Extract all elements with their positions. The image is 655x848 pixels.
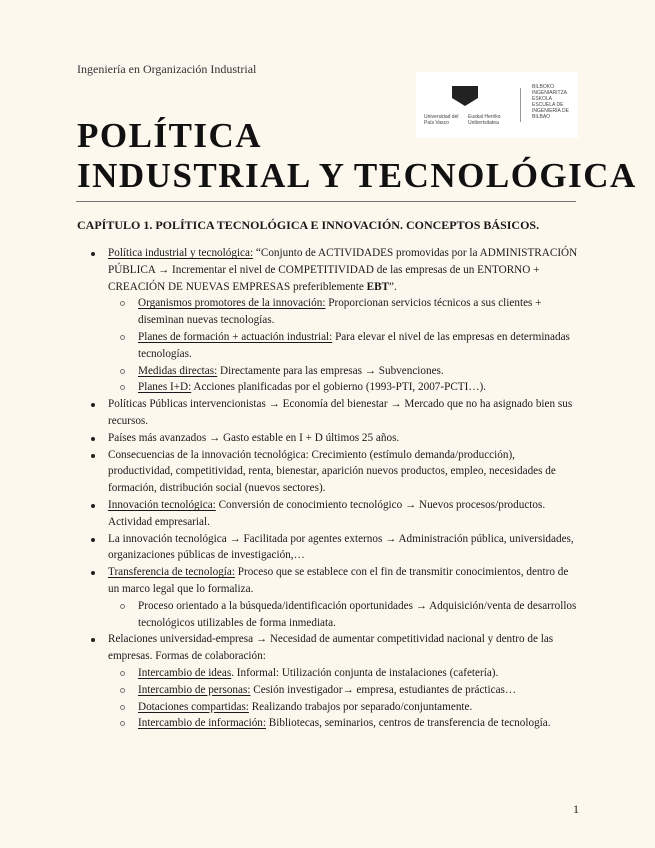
list-item <box>77 497 582 531</box>
list-item <box>77 447 582 497</box>
item-text-end: ”. <box>389 280 397 293</box>
item-text: Directamente para las empresas → Subvenciones. <box>217 364 444 377</box>
item-text: Proporcionan servicios técnicos a sus clientes + diseminan nuevas tecnologías. <box>138 297 542 327</box>
list-item <box>77 295 582 329</box>
item-text: “Conjunto de ACTIVIDADES promovidas por la ADMINISTRACIÓN PÚBLICA → Incrementar el nivel de COMPETITIVIDAD de las empresas de un ENTORNO + CREACIÓN DE NUEVAS EMPRESAS preferiblemente <box>108 247 578 293</box>
list-item <box>77 396 582 430</box>
list-item <box>77 682 582 699</box>
title-line-1: POLÍTICA <box>77 116 263 155</box>
item-term: Intercambio de personas: <box>138 683 251 696</box>
item-text: Países más avanzados → Gasto estable en I + D últimos 25 años. <box>108 431 400 444</box>
item-term: Política industrial y tecnológica: <box>108 247 254 259</box>
logo-text-right: BILBOKO INGENIARITZA ESKOLA ESCUELA DE INGENIERÍA DE BILBAO <box>532 84 569 120</box>
list-item <box>77 329 582 363</box>
bullet-list <box>77 245 582 732</box>
logo-text-left2: Euskal Herriko Unibertsitatea <box>468 114 501 126</box>
item-text: La innovación tecnológica → Facilitada por agentes externos → Administración pública, universidades, organizaciones públicas de investigación,… <box>108 532 574 562</box>
item-text: Realizando trabajos por separado/conjuntamente. <box>248 700 473 713</box>
upv-ehu-shield-icon <box>452 86 478 106</box>
list-item <box>77 379 582 396</box>
item-term: Transferencia de tecnología: <box>108 566 235 579</box>
list-item <box>77 531 582 565</box>
logo-text-left1: Universidad del País Vasco <box>424 114 459 126</box>
item-term: Dotaciones compartidas: <box>138 700 249 713</box>
item-text: Cesión investigador→ empresa, estudiantes de prácticas… <box>250 683 517 696</box>
item-text: Acciones planificadas por el gobierno (1993-PTI, 2007-PCTI…). <box>191 381 487 394</box>
item-text: Políticas Públicas intervencionistas → Economía del bienestar → Mercado que no ha asignado bien sus recursos. <box>108 398 573 427</box>
item-text: Bibliotecas, seminarios, centros de transferencia de tecnología. <box>265 717 551 730</box>
list-item <box>77 665 582 682</box>
page-number: 1 <box>573 802 579 816</box>
item-text: . Informal: Utilización conjunta de instalaciones (cafetería). <box>231 666 499 679</box>
item-term: Intercambio de información: <box>138 717 266 730</box>
item-text: Para elevar el nivel de las empresas en determinadas tecnologías. <box>138 330 570 360</box>
item-text: Conversión de conocimiento tecnológico → Nuevos procesos/productos. Actividad empresarial. <box>108 498 546 528</box>
list-item <box>77 564 582 598</box>
item-term: Innovación tecnológica: <box>108 498 216 511</box>
list-item <box>77 245 582 295</box>
item-text: Consecuencias de la innovación tecnológica: Crecimiento (estímulo demanda/producción), productividad, competitividad, renta, bienestar, aparición nuevos productos, empleo, necesidades de formación, distribución social (nuevos sectores). <box>108 448 556 495</box>
item-term: Planes I+D: <box>138 381 192 394</box>
title-divider <box>76 201 576 202</box>
item-bold: EBT <box>366 280 390 293</box>
item-term: Intercambio de ideas <box>138 666 232 679</box>
item-text: Proceso orientado a la búsqueda/identificación oportunidades → Adquisición/venta de desarrollos tecnológicos utilizables de forma inmediata. <box>138 599 577 629</box>
item-term: Planes de formación + actuación industrial: <box>138 330 333 343</box>
item-text: Proceso que se establece con el fin de transmitir conocimientos, dentro de un marco legal que lo formaliza. <box>108 566 569 595</box>
item-text: Relaciones universidad-empresa → Necesidad de aumentar competitividad nacional y dentro de las empresas. Formas de colaboración: <box>108 633 554 663</box>
item-term: Medidas directas: <box>138 364 218 377</box>
list-item <box>77 715 582 732</box>
title-line-2: INDUSTRIAL Y TECNOLÓGICA <box>77 156 637 195</box>
running-header: Ingeniería en Organización Industrial <box>77 62 257 76</box>
list-item <box>77 363 582 380</box>
list-item <box>77 430 582 447</box>
chapter-heading: CAPÍTULO 1. POLÍTICA TECNOLÓGICA E INNOVACIÓN. CONCEPTOS BÁSICOS. <box>77 218 540 232</box>
page-title <box>77 116 637 196</box>
item-term: Organismos promotores de la innovación: <box>138 297 326 310</box>
list-item <box>77 598 582 632</box>
list-item <box>77 699 582 716</box>
list-item <box>77 631 582 665</box>
